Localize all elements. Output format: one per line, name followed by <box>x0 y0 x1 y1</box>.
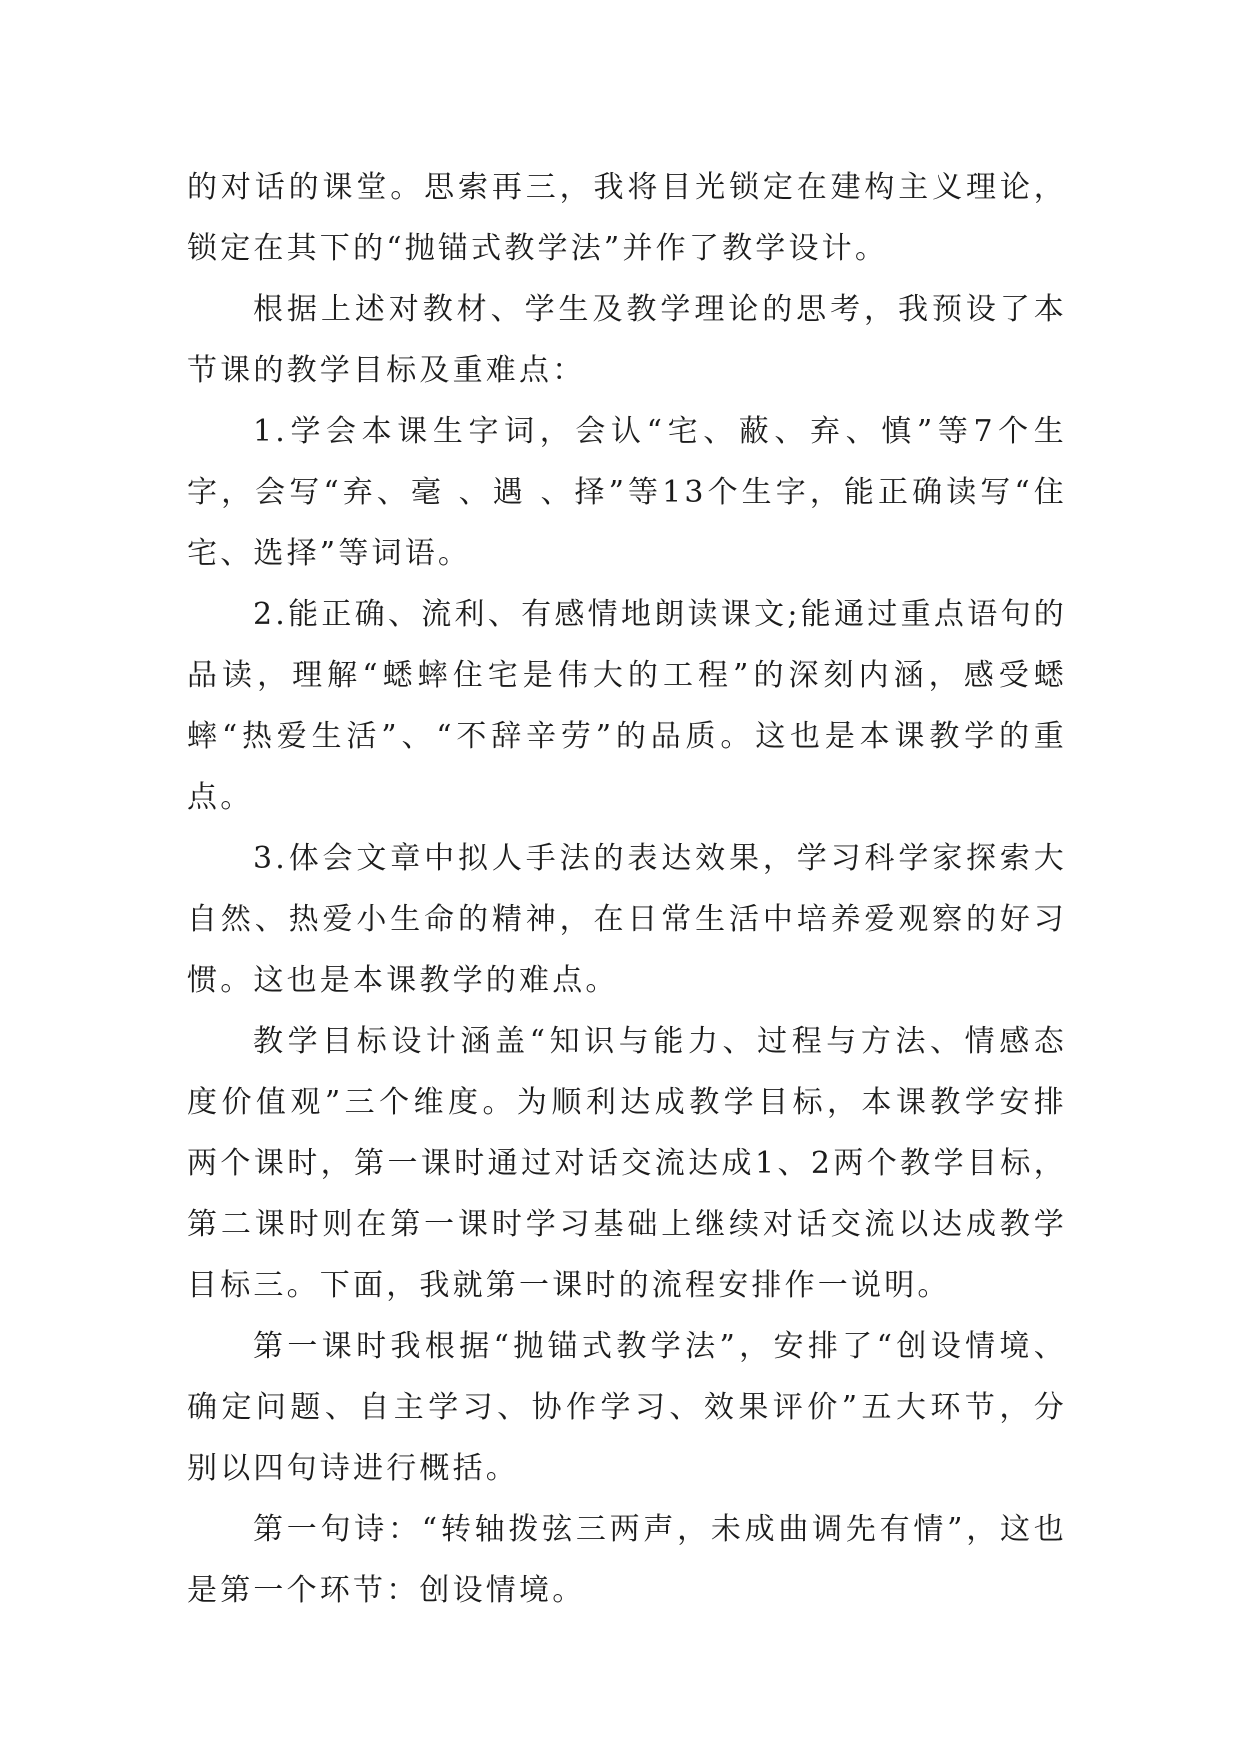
paragraph-continuation: 的对话的课堂。思索再三，我将目光锁定在建构主义理论，锁定在其下的“抛锚式教学法”并作了教学设计。 <box>187 170 1067 266</box>
paragraph-first-lesson-steps: 第一课时我根据“抛锚式教学法”，安排了“创设情境、确定问题、自主学习、协作学习、效果评价”五大环节，分别以四句诗进行概括。 <box>187 1329 1067 1486</box>
paragraph-objective-1: 1.学会本课生字词，会认“宅、蔽、弃、慎”等7个生字，会写“弃、毫 、遇 、择”等13个生字，能正确读写“住宅、选择”等词语。 <box>187 414 1067 571</box>
paragraph-objective-3: 3.体会文章中拟人手法的表达效果，学习科学家探索大自然、热爱小生命的精神，在日常生活中培养爱观察的好习惯。这也是本课教学的难点。 <box>187 841 1067 998</box>
paragraph-objective-2: 2.能正确、流利、有感情地朗读课文;能通过重点语句的品读，理解“蟋蟀住宅是伟大的工程”的深刻内涵，感受蟋蟀“热爱生活”、“不辞辛劳”的品质。这也是本课教学的重点。 <box>187 597 1067 815</box>
paragraph-first-poem-line: 第一句诗：“转轴拨弦三两声，未成曲调先有情”，这也是第一个环节：创设情境。 <box>187 1512 1067 1608</box>
paragraph-objective-dimensions: 教学目标设计涵盖“知识与能力、过程与方法、情感态度价值观”三个维度。为顺利达成教学目标，本课教学安排两个课时，第一课时通过对话交流达成1、2两个教学目标，第二课时则在第一课时学习基础上继续对话交流以达成教学目标三。下面，我就第一课时的流程安排作一说明。 <box>187 1024 1067 1303</box>
paragraph-objectives-intro: 根据上述对教材、学生及教学理论的思考，我预设了本节课的教学目标及重难点： <box>187 292 1067 388</box>
document-body <box>187 157 1067 1621</box>
